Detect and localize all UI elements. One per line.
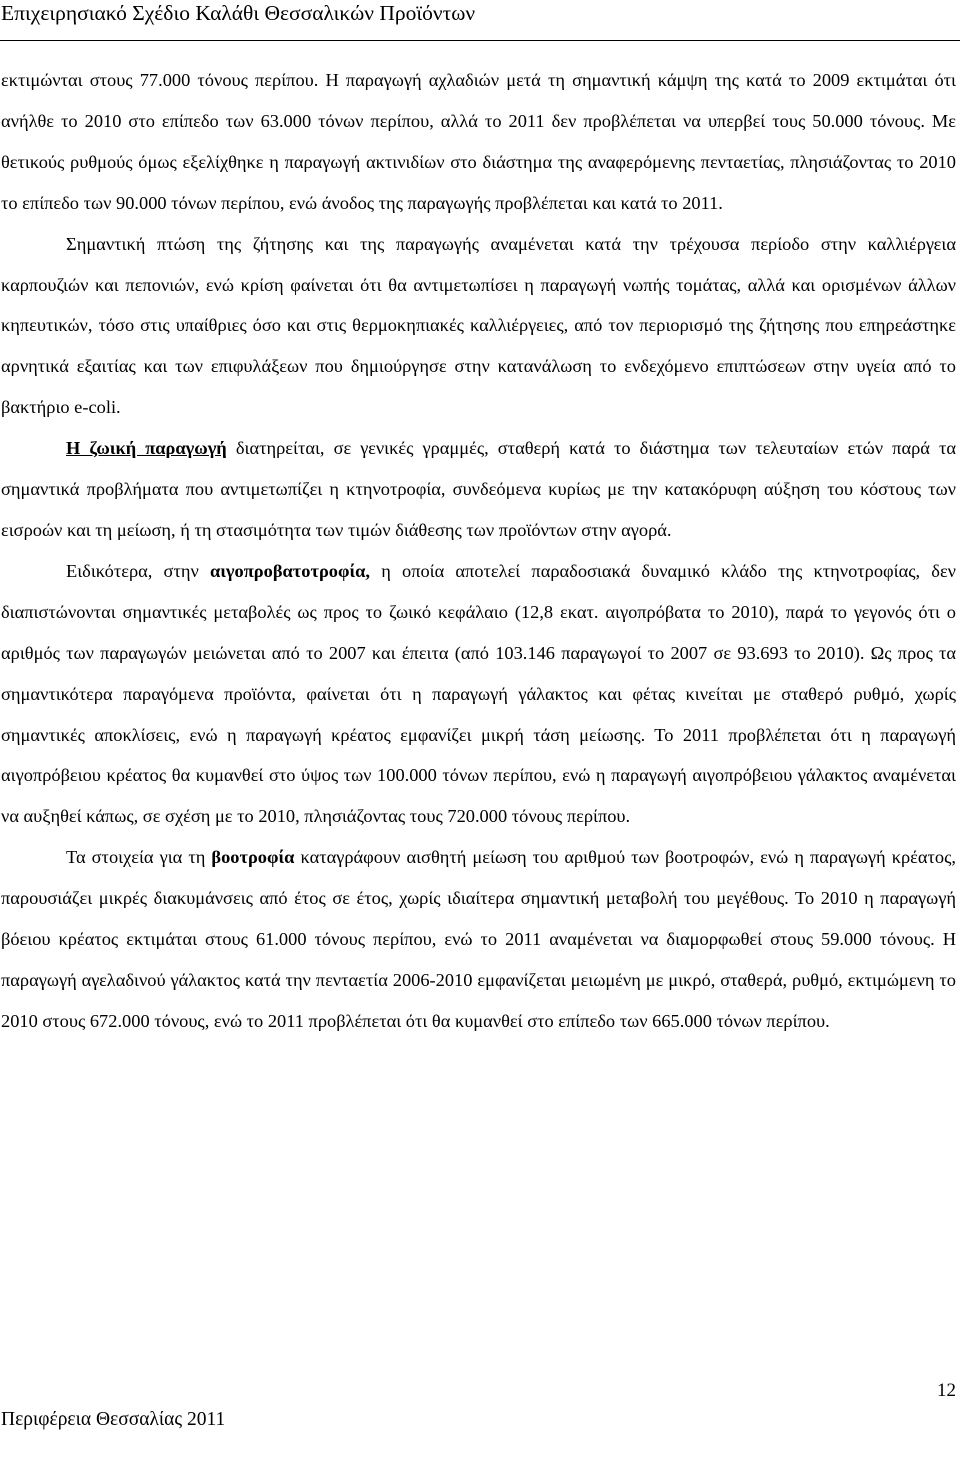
paragraph-livestock: Η ζωική παραγωγή διατηρείται, σε γενικές γραμμές, σταθερή κατά το διάστημα των τελευταίων ετών παρά τα σημαντικά προβλήματα που αντιμετωπίζει η κτηνοτροφία, συνδεόμενα κυρίως με την κατακόρυφη αύξηση του κόστους των εισροών και τη μείωση, ή τη στασιμότητα των τιμών διάθεσης των προϊόντων στην αγορά. — [1, 438, 956, 540]
cattle-term: βοοτροφία — [211, 847, 295, 868]
page-header — [0, 0, 960, 44]
document-body — [1, 60, 956, 1042]
page-footer: Περιφέρεια Θεσσαλίας 2011 — [1, 1409, 226, 1430]
paragraph-fruit-production: εκτιμώνται στους 77.000 τόνους περίπου. Η παραγωγή αχλαδιών μετά τη σημαντική κάμψη της κατά το 2009 εκτιμάται ότι ανήλθε το 2010 στο επίπεδο των 63.000 τόνων περίπου, αλλά το 2011 δεν προβλέπεται να υπερβεί τους 50.000 τόνους. Με θετικούς ρυθμούς όμως εξελίχθηκε η παραγωγή ακτινιδίων στο διάστημα της αναφερόμενης πενταετίας, πλησιάζοντας το 2010 το επίπεδο των 90.000 τόνων περίπου, ενώ άνοδος της παραγωγής προβλέπεται και κατά το 2011. — [1, 70, 956, 213]
document-title: Επιχειρησιακό Σχέδιο Καλάθι Θεσσαλικών Προϊόντων — [1, 1, 476, 25]
page-number: 12 — [937, 1380, 956, 1401]
paragraph-cattle-farming: Τα στοιχεία για τη βοοτροφία καταγράφουν αισθητή μείωση του αριθμού των βοοτροφών, ενώ η παραγωγή κρέατος, παρουσιάζει μικρές διακυμάνσεις από έτος σε έτος, χωρίς ιδιαίτερα σημαντική μεταβολή του μεγέθους. Το 2010 η παραγωγή βόειου κρέατος εκτιμάται στους 61.000 τόνους περίπου, ενώ το 2011 αναμένεται να διαμορφωθεί στους 59.000 τόνους. Η παραγωγή αγελαδινού γάλακτος κατά την πενταετία 2006-2010 εμφανίζεται μειωμένη με μικρό, σταθερά, ρυθμό, εκτιμώμενη το 2010 στους 672.000 τόνους, ενώ το 2011 προβλέπεται ότι θα κυμανθεί στο επίπεδο των 665.000 τόνων περίπου. — [1, 847, 956, 1031]
paragraph-sheep-goat-farming: Ειδικότερα, στην αιγοπροβατοτροφία, η οποία αποτελεί παραδοσιακά δυναμικό κλάδο της κτηνοτροφίας, δεν διαπιστώνονται σημαντικές μεταβολές ως προς το ζωικό κεφάλαιο (12,8 εκατ. αιγοπρόβατα το 2010), παρά το γεγονός ότι ο αριθμός των παραγωγών μειώνεται από το 2007 και έπειτα (από 103.146 παραγωγοί το 2007 σε 93.693 το 2010). Ως προς τα σημαντικότερα παραγόμενα προϊόντα, φαίνεται ότι η παραγωγή γάλακτος και φέτας κινείται με σταθερό ρυθμό, χωρίς σημαντικές αποκλίσεις, ενώ η παραγωγή κρέατος εμφανίζει μικρή τάση μείωσης. Το 2011 προβλέπεται ότι η παραγωγή αιγοπρόβειου κρέατος θα κυμανθεί στο ύψος των 100.000 τόνων περίπου, ενώ η παραγωγή αιγοπρόβειου γάλακτος αναμένεται να αυξηθεί κάπως, σε σχέση με το 2010, πλησιάζοντας τους 720.000 τόνους περίπου. — [1, 560, 956, 827]
livestock-heading-term: Η ζωική παραγωγή — [66, 438, 227, 459]
sheep-goat-term: αιγοπροβατοτροφία, — [209, 560, 371, 581]
paragraph-vegetables: Σημαντική πτώση της ζήτησης και της παραγωγής αναμένεται κατά την τρέχουσα περίοδο στην καλλιέργεια καρπουζιών και πεπονιών, ενώ κρίση φαίνεται ότι θα αντιμετωπίσει η παραγωγή νωπής τομάτας, αλλά και ορισμένων άλλων κηπευτικών, τόσο στις υπαίθριες όσο και στις θερμοκηπιακές καλλιέργειες, από τον περιορισμό της ζήτησης που επηρεάστηκε αρνητικά εξαιτίας και των επιφυλάξεων που δημιούργησε στην κατανάλωση το ενδεχόμενο επιπτώσεων στην υγεία από το βακτήριο e-coli. — [1, 233, 956, 418]
header-divider — [0, 40, 960, 41]
